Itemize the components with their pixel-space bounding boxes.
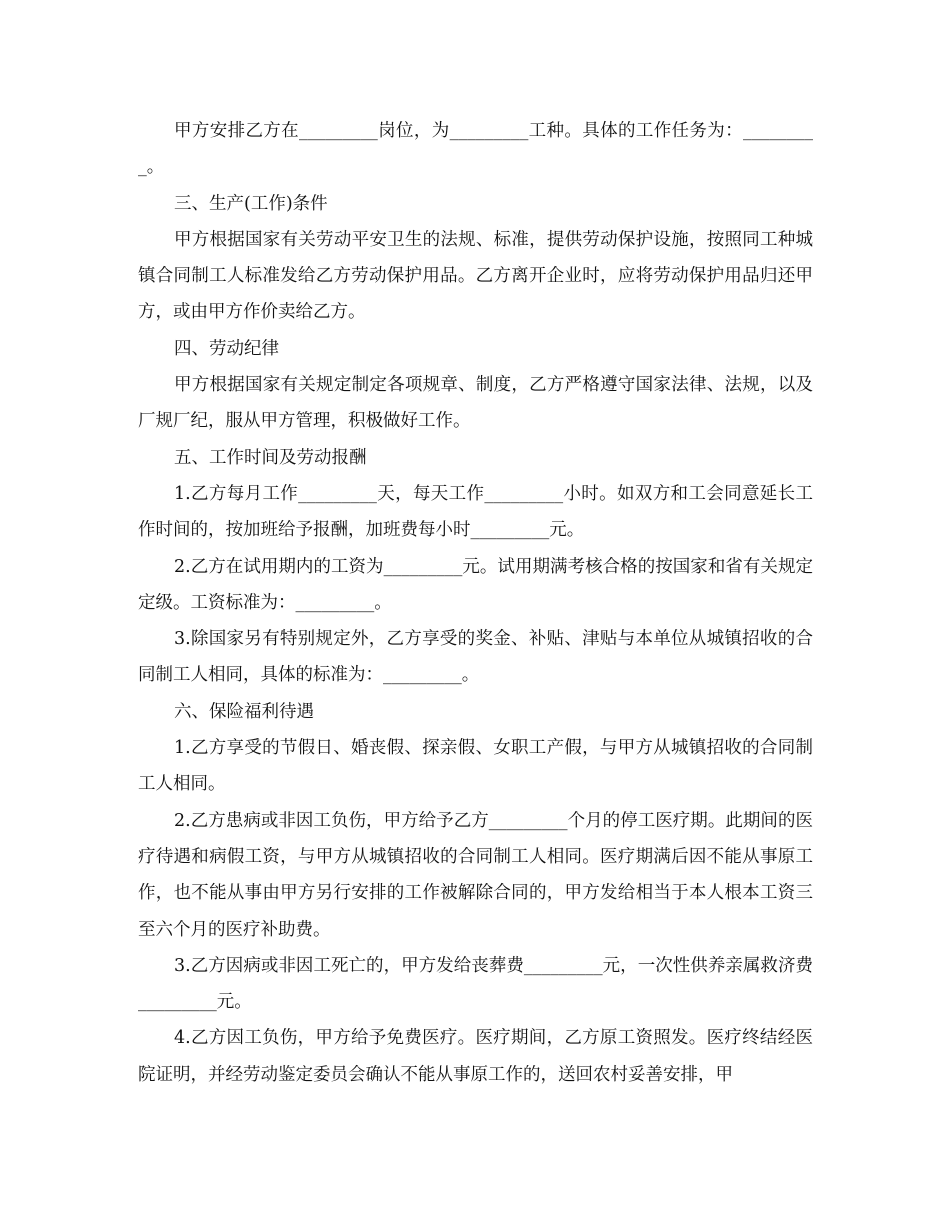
- paragraph-work-injury: 4.乙方因工负伤，甲方给予免费医疗。医疗期间，乙方原工资照发。医疗终结经医院证明，并经劳动鉴定委员会确认不能从事原工作的，送回农村妥善安排，甲: [138, 1028, 813, 1085]
- section-heading-labor-discipline: 四、劳动纪律: [174, 338, 279, 359]
- section-heading-working-hours-pay: 五、工作时间及劳动报酬: [174, 447, 367, 468]
- paragraph-rules-compliance: 甲方根据国家有关规定制定各项规章、制度，乙方严格遵守国家法律、法规，以及厂规厂纪，服从甲方管理，积极做好工作。: [138, 375, 813, 432]
- paragraph-working-hours: 1.乙方每月工作_________天，每天工作_________小时。如双方和工会同意延长工作时间的，按加班给予报酬，加班费每小时_________元。: [138, 483, 813, 541]
- paragraph-sick-leave: 2.乙方患病或非因工负伤，甲方给予乙方_________个月的停工医疗期。此期间的医疗待遇和病假工资，与甲方从城镇招收的合同制工人相同。医疗期满后因不能从事原工作，也不能从事由甲方另行安排的工作被解除合同的，甲方发给相当于本人根本工资三至六个月的医疗补助费。: [138, 810, 813, 940]
- paragraph-holidays-leave: 1.乙方享受的节假日、婚丧假、探亲假、女职工产假，与甲方从城镇招收的合同制工人相同。: [138, 738, 813, 795]
- document-body: [138, 113, 813, 1093]
- paragraph-bonus-allowance: 3.除国家另有特别规定外，乙方享受的奖金、补贴、津贴与本单位从城镇招收的合同制工人相同，具体的标准为：_________。: [138, 629, 813, 686]
- section-heading-insurance-welfare: 六、保险福利待遇: [174, 701, 314, 722]
- section-heading-production-conditions: 三、生产(工作)条件: [174, 193, 328, 214]
- paragraph-death-benefits: 3.乙方因病或非因工死亡的，甲方发给丧葬费_________元，一次性供养亲属救济费_________元。: [138, 955, 813, 1013]
- paragraph-probation-wage: 2.乙方在试用期内的工资为_________元。试用期满考核合格的按国家和省有关规定定级。工资标准为：_________。: [138, 556, 813, 613]
- paragraph-job-assignment: 甲方安排乙方在_________岗位，为_________工种。具体的工作任务为：_________。: [138, 121, 813, 178]
- paragraph-labor-protection: 甲方根据国家有关劳动平安卫生的法规、标准，提供劳动保护设施，按照同工种城镇合同制工人标准发给乙方劳动保护用品。乙方离开企业时，应将劳动保护用品归还甲方，或由甲方作价卖给乙方。: [138, 229, 813, 323]
